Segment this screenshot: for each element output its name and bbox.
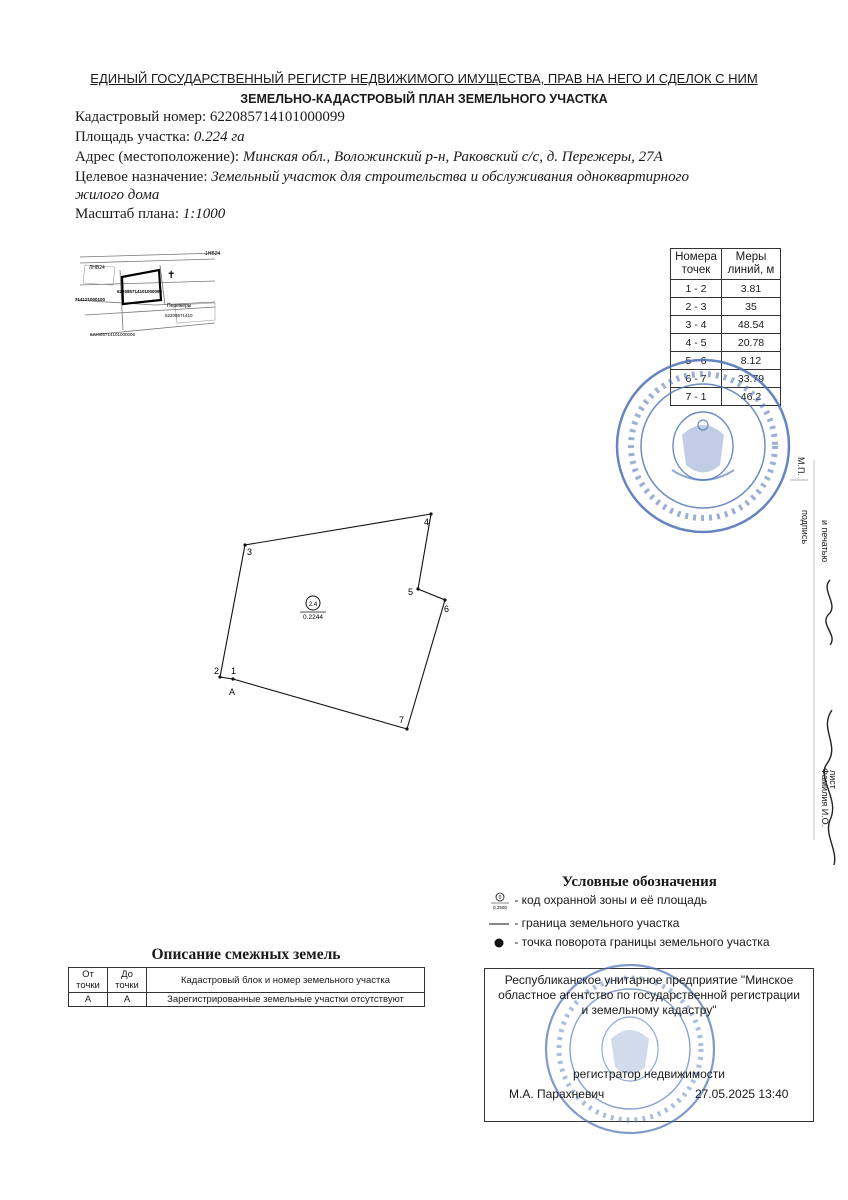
handwritten-signature-mark [826, 580, 832, 645]
parcel-plan-drawing [200, 505, 460, 740]
cadastral-label: Кадастровый номер: [75, 109, 207, 125]
lengths-column-header: Меры линий, м [722, 249, 781, 280]
address-value: Минская обл., Воложинский р-н, Раковский с/с, д. Пережеры, 27А [242, 149, 663, 165]
purpose-value: Земельный участок для строительства и обслуживания одноквартирного [211, 169, 689, 185]
boundary-point-label: 2 [214, 666, 220, 676]
overview-label-top: 1НВ24 [205, 251, 221, 257]
registry-header: ЕДИНЫЙ ГОСУДАРСТВЕННЫЙ РЕГИСТР НЕДВИЖИМОГО ИМУЩЕСТВА, ПРАВ НА НЕГО И СДЕЛОК С НИМ [90, 71, 758, 86]
table-row: 7 - 1 46.2 [671, 388, 781, 406]
boundary-line-icon [489, 919, 511, 929]
address-label: Адрес (местоположение): [75, 149, 240, 165]
purpose-line-2 [75, 186, 159, 205]
registrar-box [484, 968, 814, 1122]
organization-name: Республиканское унитарное предприятие "Минское областное агентство по государственной регистрации и земельному кадастру" [498, 973, 800, 1017]
registration-datetime: 27.05.2025 13:40 [695, 1087, 789, 1101]
table-row: А А Зарегистрированные земельные участки отсутствуют [69, 993, 425, 1007]
overview-label-parcel: 622085714101000099 [117, 289, 163, 294]
scale-line [75, 205, 225, 224]
overview-label-south: 622085714101000006 [90, 332, 136, 337]
boundary-point-label: 7 [399, 715, 405, 725]
table-row: 1 - 2 3.81 [671, 280, 781, 298]
stamp-label: и печатью [820, 520, 830, 563]
overview-label-east: 62208571410 [165, 313, 193, 318]
area-label: Площадь участка: [75, 129, 191, 145]
svg-text:0.2500: 0.2500 [493, 905, 507, 910]
boundary-point-4 [429, 512, 432, 515]
surname-label: Фамилия И.О. [820, 768, 830, 828]
address-line [75, 148, 663, 167]
adjacent-lands-title: Описание смежных земель [151, 946, 341, 963]
legend-item-point: - точка поворота границы земельного участка [489, 935, 770, 949]
boundary-point-label: 4 [424, 517, 430, 527]
table-row: 6 - 7 33.79 [671, 370, 781, 388]
boundary-point-label: 1 [231, 666, 237, 676]
parcel-boundary [220, 514, 445, 729]
church-icon: ✝ [167, 270, 176, 281]
overview-label-west: 714121000100 [75, 297, 106, 302]
boundary-point-label: 6 [444, 604, 450, 614]
zone-area: 0.2244 [303, 614, 323, 621]
svg-text:0: 0 [498, 895, 502, 901]
table-header-row [69, 968, 425, 993]
plan-title: ЗЕМЕЛЬНО-КАДАСТРОВЫЙ ПЛАН ЗЕМЕЛЬНОГО УЧАСТКА [240, 92, 608, 106]
boundary-point-5 [416, 587, 419, 590]
sheet-label: лист [828, 770, 838, 789]
table-row: 4 - 5 20.78 [671, 334, 781, 352]
area-line [75, 128, 245, 147]
area-value: 0.224 га [193, 129, 245, 145]
purpose-value-continued: жилого дома [75, 187, 160, 203]
table-row: 5 - 6 8.12 [671, 352, 781, 370]
overview-label-left-top: ЛНВ24 [89, 265, 105, 271]
points-column-header: Номера точек [671, 249, 722, 280]
scale-value: 1:1000 [182, 206, 226, 222]
legend-item-boundary: - граница земельного участка [489, 916, 679, 930]
cadastral-block-header: Кадастровый блок и номер земельного участка [147, 968, 425, 993]
from-point-header: От точки [69, 968, 108, 993]
scale-label: Масштаб плана: [75, 206, 180, 222]
official-seal-stamp [612, 355, 794, 537]
parcel-outline-overview [122, 270, 161, 304]
registrar-role: регистратор недвижимости [572, 1067, 726, 1081]
mp-label: М.П. [796, 457, 806, 476]
adjacency-marker-a: А [229, 687, 236, 697]
point-dot-icon [489, 937, 511, 949]
registrar-name: М.А. Парахневич [509, 1087, 605, 1101]
boundary-point-label: 5 [408, 587, 414, 597]
table-row: 3 - 4 48.54 [671, 316, 781, 334]
boundary-points [214, 512, 449, 730]
handwritten-name-mark [824, 710, 835, 865]
to-point-header: До точки [108, 968, 147, 993]
overview-map [75, 245, 225, 340]
legend-title: Условные обозначения [562, 874, 717, 890]
boundary-point-6 [443, 598, 446, 601]
legend-item-zone: 0 0.2500 - код охранной зоны и её площадь [489, 892, 707, 910]
adjacent-lands-table [68, 967, 425, 1007]
protection-zone-marker [300, 596, 326, 621]
table-header-row [671, 249, 781, 280]
boundary-point-label: 3 [247, 547, 253, 557]
zone-code: 2.4 [308, 602, 318, 608]
signature-label: подпись [800, 510, 810, 545]
cadastral-number-line [75, 108, 345, 127]
overview-label-village: Пережеры [167, 303, 192, 309]
cadastral-value: 622085714101000099 [209, 109, 345, 125]
boundary-point-1 [231, 677, 234, 680]
side-signature-marks [790, 440, 848, 900]
zone-symbol-icon [489, 892, 511, 910]
boundary-point-7 [405, 727, 408, 730]
table-row: 2 - 3 35 [671, 298, 781, 316]
purpose-label: Целевое назначение: [75, 169, 208, 185]
purpose-line [75, 168, 689, 187]
